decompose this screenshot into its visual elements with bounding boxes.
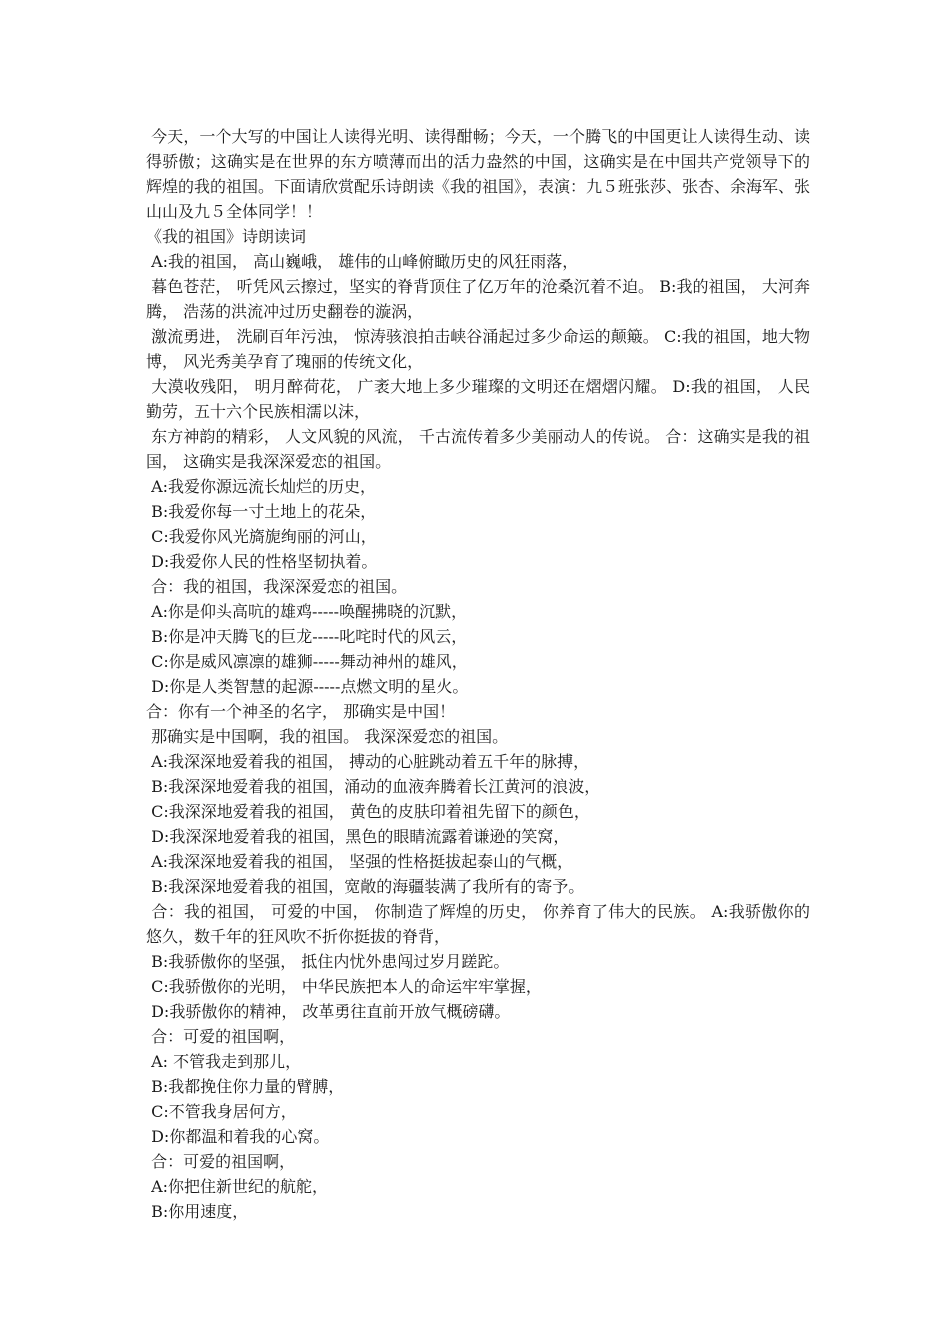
poem-line: D:我深深地爱着我的祖国，黑色的眼睛流露着谦逊的笑窝， <box>146 827 570 846</box>
poem-line: A: 不管我走到那儿， <box>146 1052 302 1071</box>
poem-line: A:我爱你源远流长灿烂的历史， <box>146 477 377 496</box>
poem-line: A:我深深地爱着我的祖国， 坚强的性格挺拔起泰山的气概， <box>146 852 574 871</box>
poem-title: 《我的祖国》诗朗读词 <box>146 227 307 246</box>
intro-paragraph: 今天，一个大写的中国让人读得光明、读得酣畅；今天，一个腾飞的中国更让人读得生动、读得骄傲；这确实是在世界的东方喷薄而出的活力盎然的中国，这确实是在中国共产党领导下的辉煌的我的祖国。下面请欣赏配乐诗朗读《我的祖国》，表演：九５班张莎、张杏、余海军、张山山及九５全体同学！！ <box>146 127 811 221</box>
poem-line: A:我的祖国， 高山巍峨， 雄伟的山峰俯瞰历史的风狂雨落， <box>146 252 579 271</box>
poem-line: B:我骄傲你的坚强， 抵住内忧外患闯过岁月蹉跎。 <box>146 952 510 971</box>
poem-line: 激流勇进， 洗刷百年污浊， 惊涛骇浪拍击峡谷涌起过多少命运的颠簸。 C:我的祖国，地大物博， 风光秀美孕育了瑰丽的传统文化， <box>146 327 810 371</box>
poem-line: 合：我的祖国， 可爱的中国， 你制造了辉煌的历史， 你养育了伟大的民族。 A:我骄傲你的悠久，数千年的狂风吹不折你挺拔的脊背， <box>146 902 810 946</box>
poem-line: 东方神韵的精彩， 人文风貌的风流， 千古流传着多少美丽动人的传说。 合：这确实是我的祖国， 这确实是我深深爱恋的祖国。 <box>146 427 810 471</box>
poem-line: C:我骄傲你的光明， 中华民族把本人的命运牢牢掌握， <box>146 977 542 996</box>
poem-line: D:你是人类智慧的起源-----点燃文明的星火。 <box>146 677 469 696</box>
poem-line: A:你把住新世纪的航舵， <box>146 1177 329 1196</box>
poem-line: 合：我的祖国，我深深爱恋的祖国。 <box>146 577 408 596</box>
poem-line: B:你是冲天腾飞的巨龙-----叱咤时代的风云， <box>146 627 468 646</box>
poem-line: A:我深深地爱着我的祖国， 搏动的心脏跳动着五千年的脉搏， <box>146 752 590 771</box>
poem-line: 合：你有一个神圣的名字， 那确实是中国！ <box>146 702 456 721</box>
poem-line: C:不管我身居何方， <box>146 1102 297 1121</box>
poem-line: B:我深深地爱着我的祖国，涌动的血液奔腾着长江黄河的浪波， <box>146 777 601 796</box>
poem-line: 合：可爱的祖国啊， <box>146 1152 296 1171</box>
poem-line: D:你都温和着我的心窝。 <box>146 1127 330 1146</box>
poem-line: 大漠收残阳， 明月醉荷花， 广袤大地上多少璀璨的文明还在熠熠闪耀。 D:我的祖国， 人民勤劳，五十六个民族相濡以沫， <box>146 377 810 421</box>
poem-line: C:我深深地爱着我的祖国， 黄色的皮肤印着祖先留下的颜色， <box>146 802 590 821</box>
poem-line: D:我骄傲你的精神， 改革勇往直前开放气概磅礴。 <box>146 1002 511 1021</box>
poem-line: A:你是仰头高吭的雄鸡-----唤醒拂晓的沉默， <box>146 602 468 621</box>
poem-line: C:你是威风凛凛的雄狮-----舞动神州的雄风， <box>146 652 468 671</box>
poem-line: B:我都挽住你力量的臂膊， <box>146 1077 345 1096</box>
poem-line: 那确实是中国啊，我的祖国。 我深深爱恋的祖国。 <box>146 727 509 746</box>
poem-line: C:我爱你风光旖旎绚丽的河山， <box>146 527 377 546</box>
poem-line: B:我爱你每一寸土地上的花朵， <box>146 502 377 521</box>
poem-line: D:我爱你人民的性格坚韧执着。 <box>146 552 378 571</box>
poem-line: B:你用速度， <box>146 1202 249 1221</box>
poem-line: 合：可爱的祖国啊， <box>146 1027 296 1046</box>
document-body <box>146 124 810 1224</box>
poem-line: 暮色苍茫， 听凭风云擦过，坚实的脊背顶住了亿万年的沧桑沉着不迫。 B:我的祖国， 大河奔腾， 浩荡的洪流冲过历史翻卷的漩涡， <box>146 277 810 321</box>
poem-line: B:我深深地爱着我的祖国，宽敞的海疆装满了我所有的寄予。 <box>146 877 585 896</box>
